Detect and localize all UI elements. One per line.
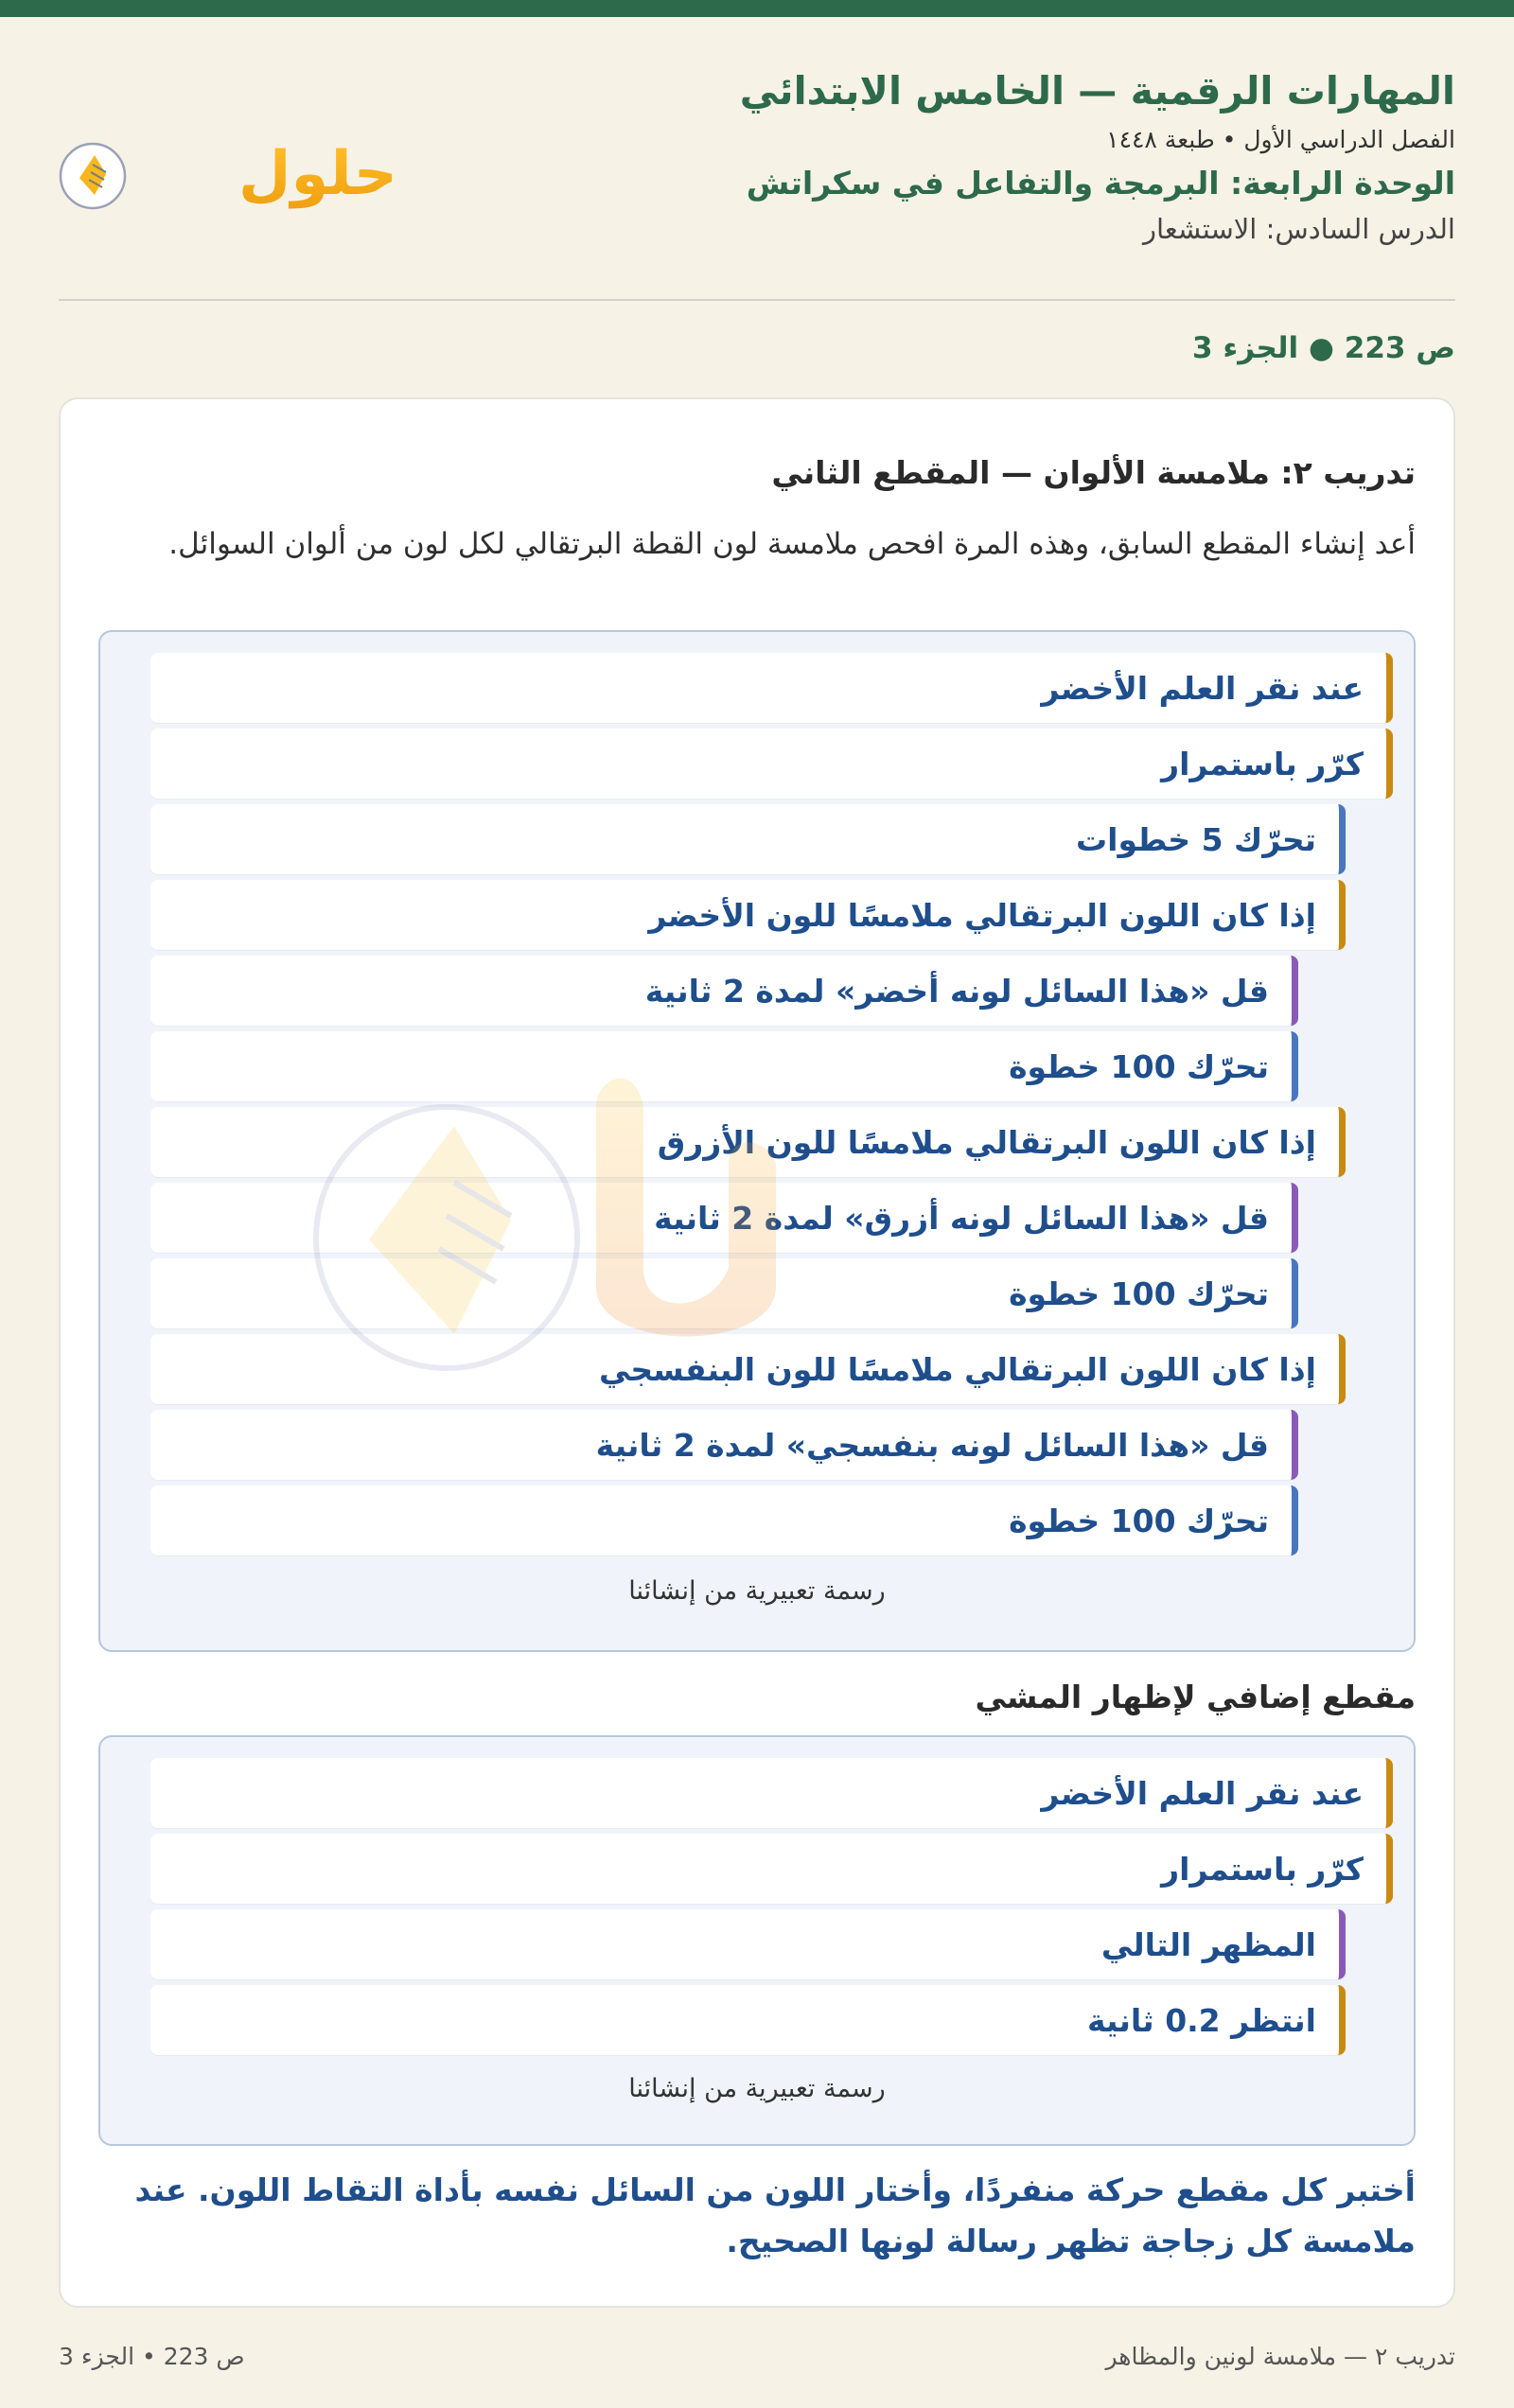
block-label: كرّر باستمرار [1161,745,1364,782]
block-if-touching-blue [150,1107,1346,1177]
footer-page-ref: ص 223 • الجزء 3 [59,2343,245,2370]
block-if-touching-purple [150,1334,1346,1404]
logo-wordmark: حلول [238,139,397,209]
block-label: عند نقر العلم الأخضر [1041,1774,1364,1812]
block-label: تحرّك 100 خطوة [1009,1274,1269,1312]
block-say-blue [150,1183,1298,1253]
block-forever [150,1834,1393,1904]
block-label: إذا كان اللون البرتقالي ملامسًا للون الأخضر [648,896,1316,934]
footer-exercise-ref: تدريب ٢ — ملامسة لونين والمظاهر [1105,2343,1455,2370]
block-label: قل «هذا السائل لونه أخضر» لمدة 2 ثانية [644,972,1269,1010]
block-label: تحرّك 100 خطوة [1009,1047,1269,1085]
lesson-title: الدرس السادس: الاستشعار [1143,213,1455,246]
semester-edition: الفصل الدراسي الأول • طبعة ١٤٤٨ [1106,126,1455,154]
instruction-note: أختبر كل مقطع حركة منفردًا، وأختار اللون من السائل نفسه بأداة التقاط اللون. عند ملامسة كل زجاجة تظهر رسالة لونها الصحيح. [134,2171,1416,2260]
unit-title: الوحدة الرابعة: البرمجة والتفاعل في سكراتش [746,165,1455,202]
extra-script-title: مقطع إضافي لإظهار المشي [975,1679,1416,1715]
exercise-description: أعد إنشاء المقطع السابق، وهذه المرة افحص ملامسة لون القطة البرتقالي لكل لون من ألوان السوائل. [168,527,1416,561]
block-label: عند نقر العلم الأخضر [1041,669,1364,707]
exercise-title: تدريب ٢: ملامسة الألوان — المقطع الثاني [771,454,1416,491]
block-label: قل «هذا السائل لونه بنفسجي» لمدة 2 ثانية [595,1426,1269,1464]
block-label: إذا كان اللون البرتقالي ملامسًا للون البنفسجي [598,1350,1316,1388]
scratch-script-2 [98,1735,1416,2146]
block-forever [150,729,1393,799]
block-when-flag-clicked [150,1758,1393,1828]
block-move-steps [150,804,1346,874]
block-say-green [150,956,1298,1026]
hulul-logo [59,123,397,227]
block-label: قل «هذا السائل لونه أزرق» لمدة 2 ثانية [654,1199,1269,1237]
scratch-script-1 [98,630,1416,1652]
block-move-100-3 [150,1485,1298,1556]
block-when-flag-clicked [150,653,1393,723]
block-wait-seconds [150,1985,1346,2055]
script-2-caption: رسمة تعبيرية من إنشائنا [628,2074,886,2103]
hulul-logo-icon [59,123,397,227]
header-text [740,66,1455,245]
block-if-touching-green [150,880,1346,950]
top-accent-bar [0,0,1514,17]
script-1-caption: رسمة تعبيرية من إنشائنا [628,1576,886,1606]
block-move-100-2 [150,1258,1298,1328]
block-label: كرّر باستمرار [1161,1850,1364,1888]
block-label: تحرّك 5 خطوات [1076,820,1316,858]
block-next-costume [150,1909,1346,1979]
header-divider [59,299,1455,301]
block-label: تحرّك 100 خطوة [1009,1502,1269,1539]
exercise-card [59,397,1455,2308]
block-say-purple [150,1410,1298,1480]
block-label: انتظر 0.2 ثانية [1087,2001,1316,2039]
block-move-100-1 [150,1031,1298,1101]
block-label: إذا كان اللون البرتقالي ملامسًا للون الأزرق [657,1123,1316,1161]
block-label: المظهر التالي [1100,1925,1316,1963]
page-header [59,66,1455,284]
page-reference: ص 223 ● الجزء 3 [1192,331,1455,365]
book-title: المهارات الرقمية — الخامس الابتدائي [739,68,1455,114]
